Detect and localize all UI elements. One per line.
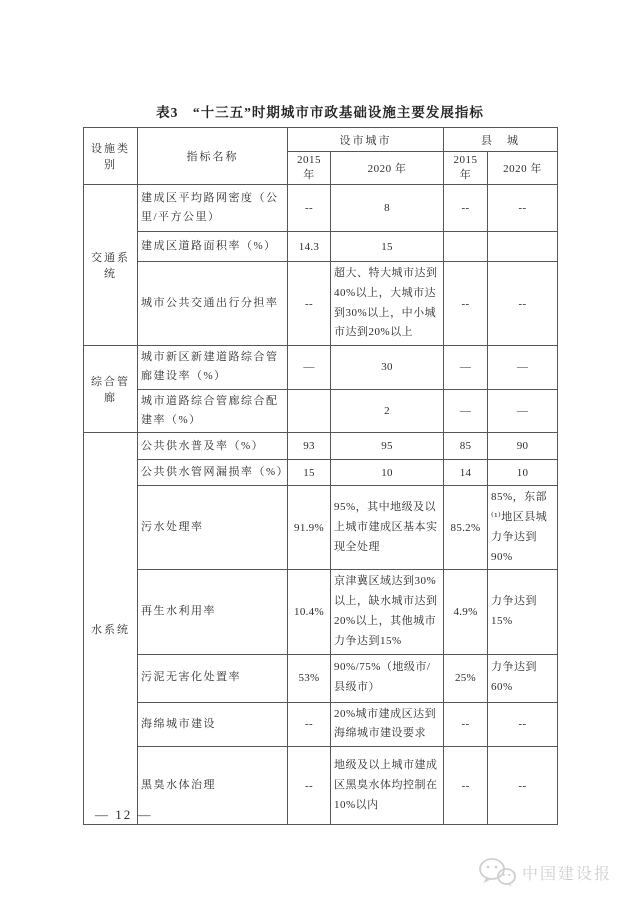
table-row — [84, 702, 558, 747]
value-cell: 8 — [331, 185, 444, 232]
indicator-cell: 建成区平均路网密度（公里/平方公里） — [138, 185, 288, 232]
value-cell: 14.3 — [288, 232, 331, 262]
indicator-cell: 公共供水普及率（%） — [138, 433, 288, 460]
table-row — [84, 232, 558, 262]
value-cell: 14 — [444, 460, 488, 486]
table-row — [84, 262, 558, 346]
header-group-city: 设市城市 — [288, 128, 444, 152]
value-cell: -- — [288, 747, 331, 825]
value-cell: — — [444, 389, 488, 433]
value-cell: -- — [444, 185, 488, 232]
value-cell: 25% — [444, 654, 488, 702]
value-cell: — — [288, 346, 331, 390]
indicators-table — [83, 127, 558, 825]
value-cell — [444, 232, 488, 262]
value-cell: — — [444, 346, 488, 390]
header-county-2015: 2015 年 — [444, 152, 488, 185]
header-indicator: 指标名称 — [138, 128, 288, 185]
value-cell: -- — [444, 262, 488, 346]
header-city-2015: 2015 年 — [288, 152, 331, 185]
indicator-cell: 公共供水管网漏损率（%） — [138, 460, 288, 486]
category-cell-tunnel: 综合管廊 — [84, 346, 138, 433]
value-cell: -- — [488, 185, 558, 232]
value-cell: 超大、特大城市达到40%以上，大城市达到30%以上，中小城市达到20%以上 — [331, 262, 444, 346]
table-row — [84, 747, 558, 825]
header-county-2020: 2020 年 — [488, 152, 558, 185]
value-cell: 93 — [288, 433, 331, 460]
header-category: 设施类别 — [84, 128, 138, 185]
value-cell: -- — [488, 262, 558, 346]
watermark-label: 中国建设报 — [521, 865, 612, 883]
value-cell: 85 — [444, 433, 488, 460]
value-cell: 95%，其中地级及以上城市建成区基本实现全处理 — [331, 486, 444, 570]
value-cell: 2 — [331, 389, 444, 433]
value-cell: 地级及以上城市建成区黑臭水体均控制在10%以内 — [331, 747, 444, 825]
value-cell: 30 — [331, 346, 444, 390]
table-row — [84, 433, 558, 460]
value-cell: 10 — [331, 460, 444, 486]
indicator-cell: 建成区道路面积率（%） — [138, 232, 288, 262]
value-cell: 85.2% — [444, 486, 488, 570]
indicator-cell: 黑臭水体治理 — [138, 747, 288, 825]
header-city-2020: 2020 年 — [331, 152, 444, 185]
table-row — [84, 389, 558, 433]
indicator-cell: 城市道路综合管廊综合配建率（%） — [138, 389, 288, 433]
value-cell: 90 — [488, 433, 558, 460]
table-row — [84, 460, 558, 486]
value-cell: -- — [444, 747, 488, 825]
page-number: — 12 — — [95, 807, 153, 822]
value-cell: -- — [288, 185, 331, 232]
value-cell: 10 — [488, 460, 558, 486]
value-cell: -- — [444, 702, 488, 747]
value-cell: 力争达到60% — [488, 654, 558, 702]
value-cell: -- — [488, 747, 558, 825]
value-cell: 85%，东部⁽¹⁾地区县城力争达到90% — [488, 486, 558, 570]
table-row — [84, 346, 558, 390]
value-cell: — — [488, 346, 558, 390]
table-row — [84, 486, 558, 570]
value-cell: 力争达到15% — [488, 570, 558, 654]
value-cell: -- — [288, 262, 331, 346]
value-cell: 15 — [288, 460, 331, 486]
header-group-county: 县 城 — [444, 128, 558, 152]
value-cell: 15 — [331, 232, 444, 262]
value-cell: -- — [288, 702, 331, 747]
value-cell: 91.9% — [288, 486, 331, 570]
indicator-cell: 城市公共交通出行分担率 — [138, 262, 288, 346]
value-cell: 90%/75%（地级市/县级市） — [331, 654, 444, 702]
value-cell — [488, 232, 558, 262]
indicator-cell: 海绵城市建设 — [138, 702, 288, 747]
table-row — [84, 185, 558, 232]
table-title: 表3 “十三五”时期城市市政基础设施主要发展指标 — [156, 105, 484, 120]
value-cell: -- — [488, 702, 558, 747]
value-cell: 20%城市建成区达到海绵城市建设要求 — [331, 702, 444, 747]
indicator-cell: 再生水利用率 — [138, 570, 288, 654]
indicator-cell: 污泥无害化处置率 — [138, 654, 288, 702]
value-cell: 京津冀区域达到30%以上，缺水城市达到20%以上，其他城市力争达到15% — [331, 570, 444, 654]
value-cell — [288, 389, 331, 433]
table-row — [84, 654, 558, 702]
value-cell: 10.4% — [288, 570, 331, 654]
wechat-icon — [478, 857, 516, 887]
value-cell: — — [488, 389, 558, 433]
category-cell-water: 水系统 — [84, 433, 138, 825]
category-cell-traffic: 交通系统 — [84, 185, 138, 346]
table-row — [84, 570, 558, 654]
indicator-cell: 污水处理率 — [138, 486, 288, 570]
watermark — [478, 857, 612, 887]
value-cell: 4.9% — [444, 570, 488, 654]
value-cell: 95 — [331, 433, 444, 460]
indicator-cell: 城市新区新建道路综合管廊建设率（%） — [138, 346, 288, 390]
value-cell: 53% — [288, 654, 331, 702]
